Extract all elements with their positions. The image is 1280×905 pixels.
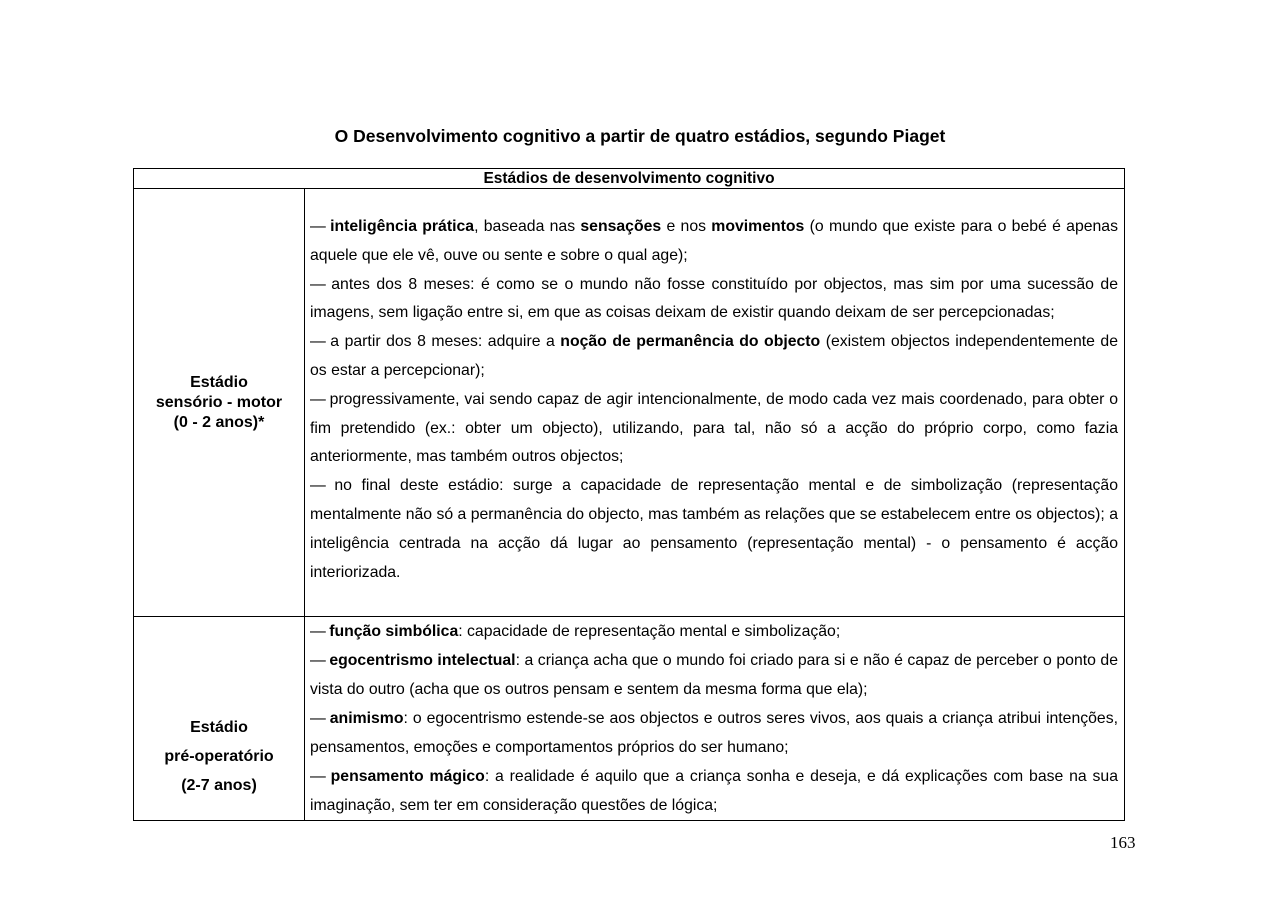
description-paragraph: — animismo: o egocentrismo estende-se aos objectos e outros seres vivos, aos quais a criança atribui intenções, pensamentos, emoções e comportamentos próprios do ser humano; [310,710,1119,756]
description-paragraph: — egocentrismo intelectual: a criança acha que o mundo foi criado para si e não é capaz de perceber o ponto de vista do outro (acha que os outros pensam e sentem da mesma forma que ela); [310,652,1118,698]
description-paragraph: — progressivamente, vai sendo capaz de agir intencionalmente, de modo cada vez mais coordenado, para obter o fim pretendido (ex.: obter um objecto), utilizando, para tal, não só a acção do próprio corpo, como fazia anteriormente, mas também outros objectos; [310,390,1118,466]
table-row [134,617,1125,821]
description-paragraph: — pensamento mágico: a realidade é aquilo que a criança sonha e deseja, e dá explicações com base na sua imaginação, sem ter em consideração questões de lógica; [310,768,1118,814]
description-paragraph: — no final deste estádio: surge a capacidade de representação mental e de simbolização (representação mentalmente não só a permanência do objecto, mas também as relações que se estabelecem entre os objectos); a inteligência centrada na acção dá lugar ao pensamento (representação mental) - o pensamento é acção interiorizada. [310,477,1118,581]
stage-age-range: (2-7 anos) [181,777,257,794]
page-number: 163 [1110,833,1136,852]
description-paragraph: — função simbólica: capacidade de representação mental e simbolização; [310,623,841,640]
stage-name: Estádio [190,373,248,391]
stage-subname: pré-operatório [164,748,274,765]
table-header: Estádios de desenvolvimento cognitivo [134,169,1125,189]
document-title: O Desenvolvimento cognitivo a partir de quatro estádios, segundo Piaget [334,126,946,146]
stage-label-sensorimotor [134,189,305,617]
stage-description [305,189,1125,617]
stage-subname: sensório - motor [155,393,283,411]
stages-table [133,168,1125,821]
description-paragraph: — antes dos 8 meses: é como se o mundo não fosse constituído por objectos, mas sim por uma sucessão de imagens, sem ligação entre si, em que as coisas deixam de existir quando deixam de ser percepcionadas; [310,275,1118,322]
description-paragraph: — a partir dos 8 meses: adquire a noção de permanência do objecto (existem objectos independentemente de os estar a percepcionar); [310,333,1119,379]
description-paragraph: — inteligência prática, baseada nas sensações e nos movimentos (o mundo que existe para o bebé é apenas aquele que ele vê, ouve ou sente e sobre o qual age); [310,218,1118,264]
table-row [134,189,1125,617]
stage-description [305,617,1125,821]
stage-age-range: (0 - 2 anos)* [173,413,265,431]
stage-name: Estádio [190,719,248,736]
stage-label-preoperational [134,617,305,821]
